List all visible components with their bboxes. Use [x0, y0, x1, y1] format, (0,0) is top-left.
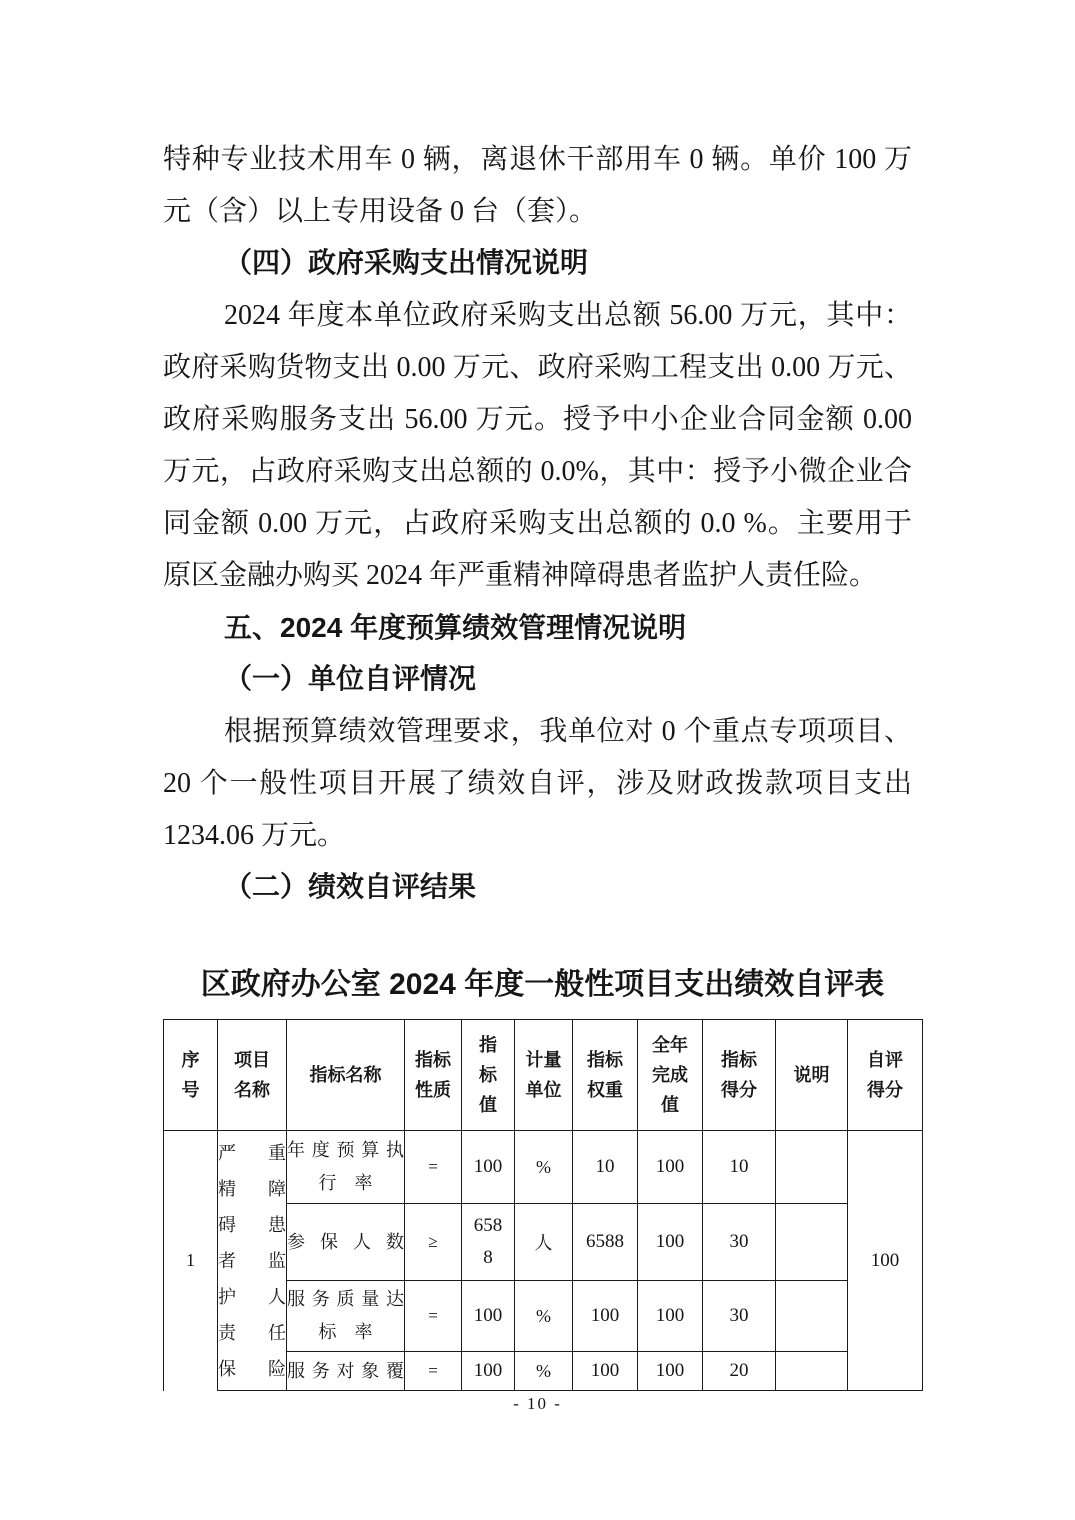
cell-note	[776, 1352, 848, 1391]
section-heading: （四）政府采购支出情况说明	[224, 248, 589, 279]
cell-unit: 人	[515, 1204, 573, 1281]
cell-nature: =	[405, 1281, 462, 1352]
body-line: 1234.06 万元。	[163, 820, 346, 851]
body-line: 特种专业技术用车 0 辆，离退休干部用车 0 辆。单价 100 万	[163, 144, 912, 175]
section-heading: （一）单位自评情况	[224, 664, 477, 695]
cell-unit: %	[515, 1281, 573, 1352]
cell-annual: 100	[638, 1131, 703, 1204]
cell-self-score: 100	[848, 1131, 923, 1391]
table-title: 区政府办公室 2024 年度一般性项目支出绩效自评表	[200, 968, 885, 1001]
cell-nature: =	[405, 1352, 462, 1391]
cell-note	[776, 1281, 848, 1352]
cell-value: 658 8	[462, 1204, 515, 1281]
body-line: 同金额 0.00 万元，占政府采购支出总额的 0.0 %。主要用于	[163, 508, 912, 539]
cell-weight: 100	[573, 1281, 638, 1352]
table-row	[164, 1131, 923, 1204]
cell-unit: %	[515, 1131, 573, 1204]
cell-project-name: 严重 精障 碍患 者监 护人 责任 保险	[218, 1131, 287, 1391]
cell-annual: 100	[638, 1281, 703, 1352]
cell-score: 20	[703, 1352, 776, 1391]
cell-score: 10	[703, 1131, 776, 1204]
cell-indicator: 服务质量达 标率	[287, 1281, 405, 1352]
cell-seq: 1	[164, 1131, 218, 1391]
header-nature: 指标 性质	[405, 1020, 462, 1131]
cell-score: 30	[703, 1281, 776, 1352]
cell-unit: %	[515, 1352, 573, 1391]
cell-nature: ≥	[405, 1204, 462, 1281]
cell-weight: 6588	[573, 1204, 638, 1281]
header-annual: 全年 完成 值	[638, 1020, 703, 1131]
header-self-score: 自评 得分	[848, 1020, 923, 1131]
header-seq: 序 号	[164, 1020, 218, 1131]
cell-note	[776, 1131, 848, 1204]
cell-value: 100	[462, 1131, 515, 1204]
cell-weight: 10	[573, 1131, 638, 1204]
document-body	[163, 134, 922, 1391]
body-line: 20 个一般性项目开展了绩效自评，涉及财政拨款项目支出	[163, 768, 912, 799]
cell-value: 100	[462, 1352, 515, 1391]
section-heading: （二）绩效自评结果	[224, 872, 477, 903]
header-unit: 计量 单位	[515, 1020, 573, 1131]
header-value: 指 标 值	[462, 1020, 515, 1131]
header-weight: 指标 权重	[573, 1020, 638, 1131]
header-project: 项目 名称	[218, 1020, 287, 1131]
cell-score: 30	[703, 1204, 776, 1281]
cell-value: 100	[462, 1281, 515, 1352]
cell-nature: =	[405, 1131, 462, 1204]
page-number: - 10 -	[513, 1394, 562, 1413]
body-line: 政府采购货物支出 0.00 万元、政府采购工程支出 0.00 万元、	[163, 352, 912, 383]
chapter-heading: 五、2024 年度预算绩效管理情况说明	[224, 612, 687, 643]
header-indicator: 指标名称	[287, 1020, 405, 1131]
cell-annual: 100	[638, 1204, 703, 1281]
self-eval-table	[163, 1019, 923, 1391]
cell-indicator: 年度预算执 行率	[287, 1131, 405, 1204]
cell-annual: 100	[638, 1352, 703, 1391]
body-line: 万元，占政府采购支出总额的 0.0%，其中：授予小微企业合	[163, 456, 912, 487]
cell-indicator: 服务对象覆	[287, 1352, 405, 1391]
body-line: 原区金融办购买 2024 年严重精神障碍患者监护人责任险。	[163, 560, 878, 591]
cell-note	[776, 1204, 848, 1281]
body-line: 元（含）以上专用设备 0 台（套）。	[163, 196, 598, 227]
body-line: 政府采购服务支出 56.00 万元。授予中小企业合同金额 0.00	[163, 404, 912, 435]
header-note: 说明	[776, 1020, 848, 1131]
cell-weight: 100	[573, 1352, 638, 1391]
table-header-row	[164, 1020, 923, 1131]
body-line: 2024 年度本单位政府采购支出总额 56.00 万元，其中：	[224, 300, 912, 331]
cell-indicator: 参保人数	[287, 1204, 405, 1281]
body-line: 根据预算绩效管理要求，我单位对 0 个重点专项项目、	[224, 716, 912, 747]
header-score: 指标 得分	[703, 1020, 776, 1131]
